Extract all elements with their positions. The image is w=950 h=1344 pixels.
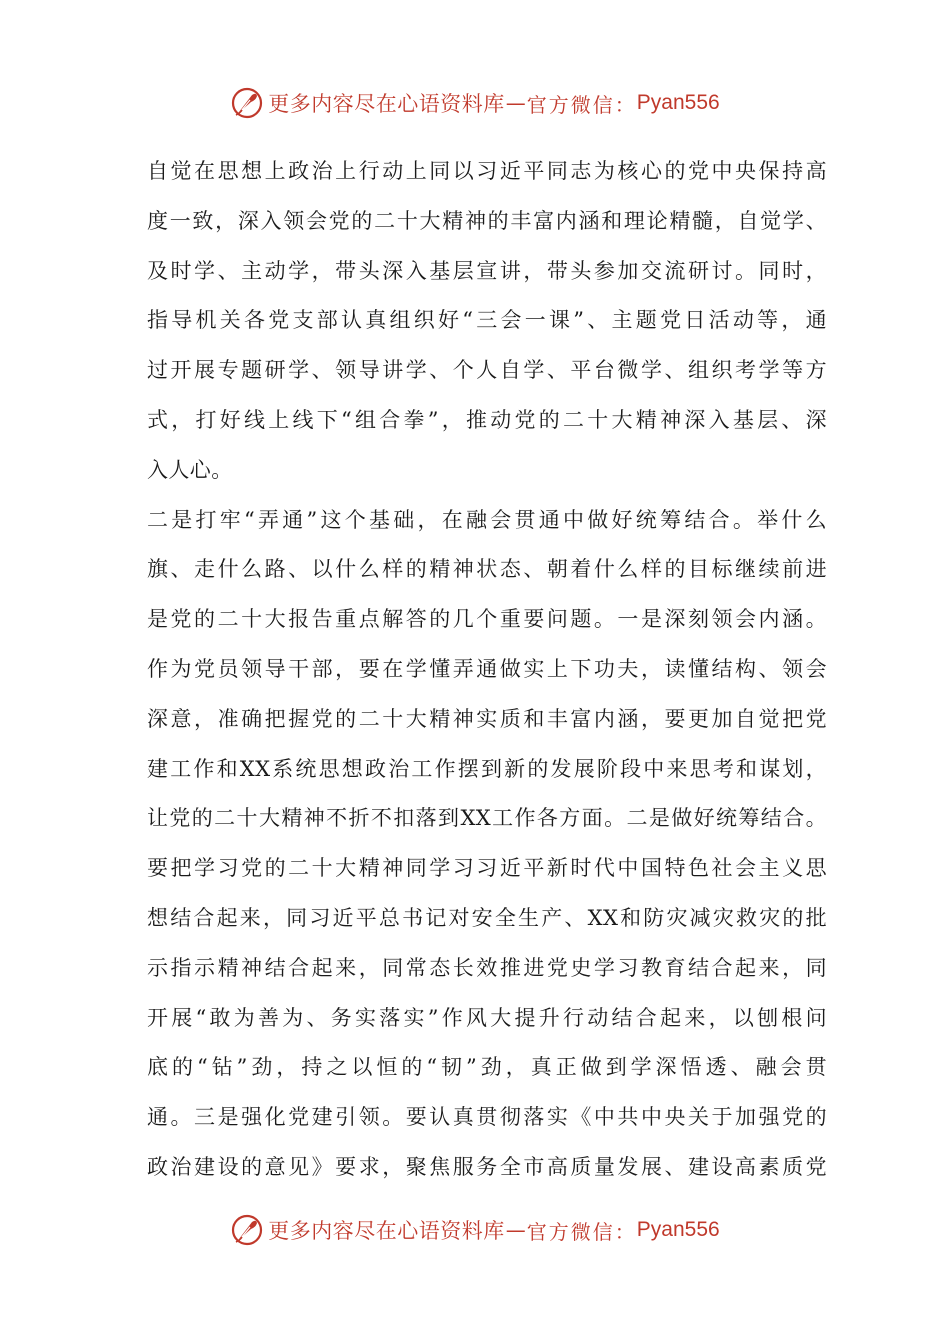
- body-line: 政治建设的意见》要求，聚焦服务全市高质量发展、建设高素质党: [147, 1154, 827, 1179]
- banner-brand-text: 更多内容尽在心语资料库: [268, 1219, 505, 1243]
- body-line: 度一致，深入领会党的二十大精神的丰富内涵和理论精髓，自觉学、: [147, 208, 827, 233]
- body-line: 让党的二十大精神不折不扣落到XX工作各方面。二是做好统筹结合。: [147, 806, 827, 831]
- body-line: 指导机关各党支部认真组织好“三会一课”、主题党日活动等，通: [147, 308, 827, 333]
- body-line: 建工作和XX系统思想政治工作摆到新的发展阶段中来思考和谋划，: [147, 756, 827, 781]
- body-line: 深意，准确把握党的二十大精神实质和丰富内涵，要更加自觉把党: [147, 706, 827, 731]
- quill-logo-icon: [230, 1213, 264, 1247]
- body-line: 入人心。: [147, 457, 233, 482]
- banner-wechat-id: Pyan556: [636, 91, 720, 114]
- banner-wechat-label: 官方微信：: [526, 92, 637, 117]
- quill-logo-icon: [230, 86, 264, 120]
- body-line: 过开展专题研学、领导讲学、个人自学、平台微学、组织考学等方: [147, 358, 827, 383]
- banner-wechat-id: Pyan556: [636, 1218, 720, 1241]
- body-line: 是党的二十大报告重点解答的几个重要问题。一是深刻领会内涵。: [147, 607, 827, 632]
- body-line: 旗、走什么路、以什么样的精神状态、朝着什么样的目标继续前进: [147, 557, 827, 582]
- body-line: 想结合起来，同习近平总书记对安全生产、XX和防灾减灾救灾的批: [147, 905, 827, 930]
- body-line: 自觉在思想上政治上行动上同以习近平同志为核心的党中央保持高: [147, 159, 827, 183]
- body-line: 通。三是强化党建引领。要认真贯彻落实《中共中央关于加强党的: [147, 1105, 827, 1130]
- body-line: 及时学、主动学，带头深入基层宣讲，带头参加交流研讨。同时，: [147, 258, 827, 283]
- body-line: 示指示精神结合起来，同常态长效推进党史学习教育结合起来，同: [147, 955, 827, 980]
- body-line: 二是打牢“弄通”这个基础，在融会贯通中做好统筹结合。举什么: [147, 507, 827, 532]
- footer-watermark-banner: [0, 1210, 950, 1250]
- header-watermark-banner: [0, 83, 950, 123]
- body-line: 底的“钻”劲，持之以恒的“韧”劲，真正做到学深悟透、融会贯: [147, 1055, 827, 1080]
- body-line: 要把学习党的二十大精神同学习习近平新时代中国特色社会主义思: [147, 856, 827, 881]
- banner-brand-text: 更多内容尽在心语资料库: [268, 92, 505, 116]
- body-line: 开展“敢为善为、务实落实”作风大提升行动结合起来，以刨根问: [147, 1005, 827, 1030]
- banner-separator: —: [505, 91, 526, 115]
- banner-separator: —: [505, 1218, 526, 1242]
- body-line: 式，打好线上线下“组合拳”，推动党的二十大精神深入基层、深: [147, 407, 827, 432]
- banner-wechat-label: 官方微信：: [526, 1219, 637, 1244]
- body-line: 作为党员领导干部，要在学懂弄通做实上下功夫，读懂结构、领会: [147, 656, 827, 681]
- document-body: [147, 147, 827, 1193]
